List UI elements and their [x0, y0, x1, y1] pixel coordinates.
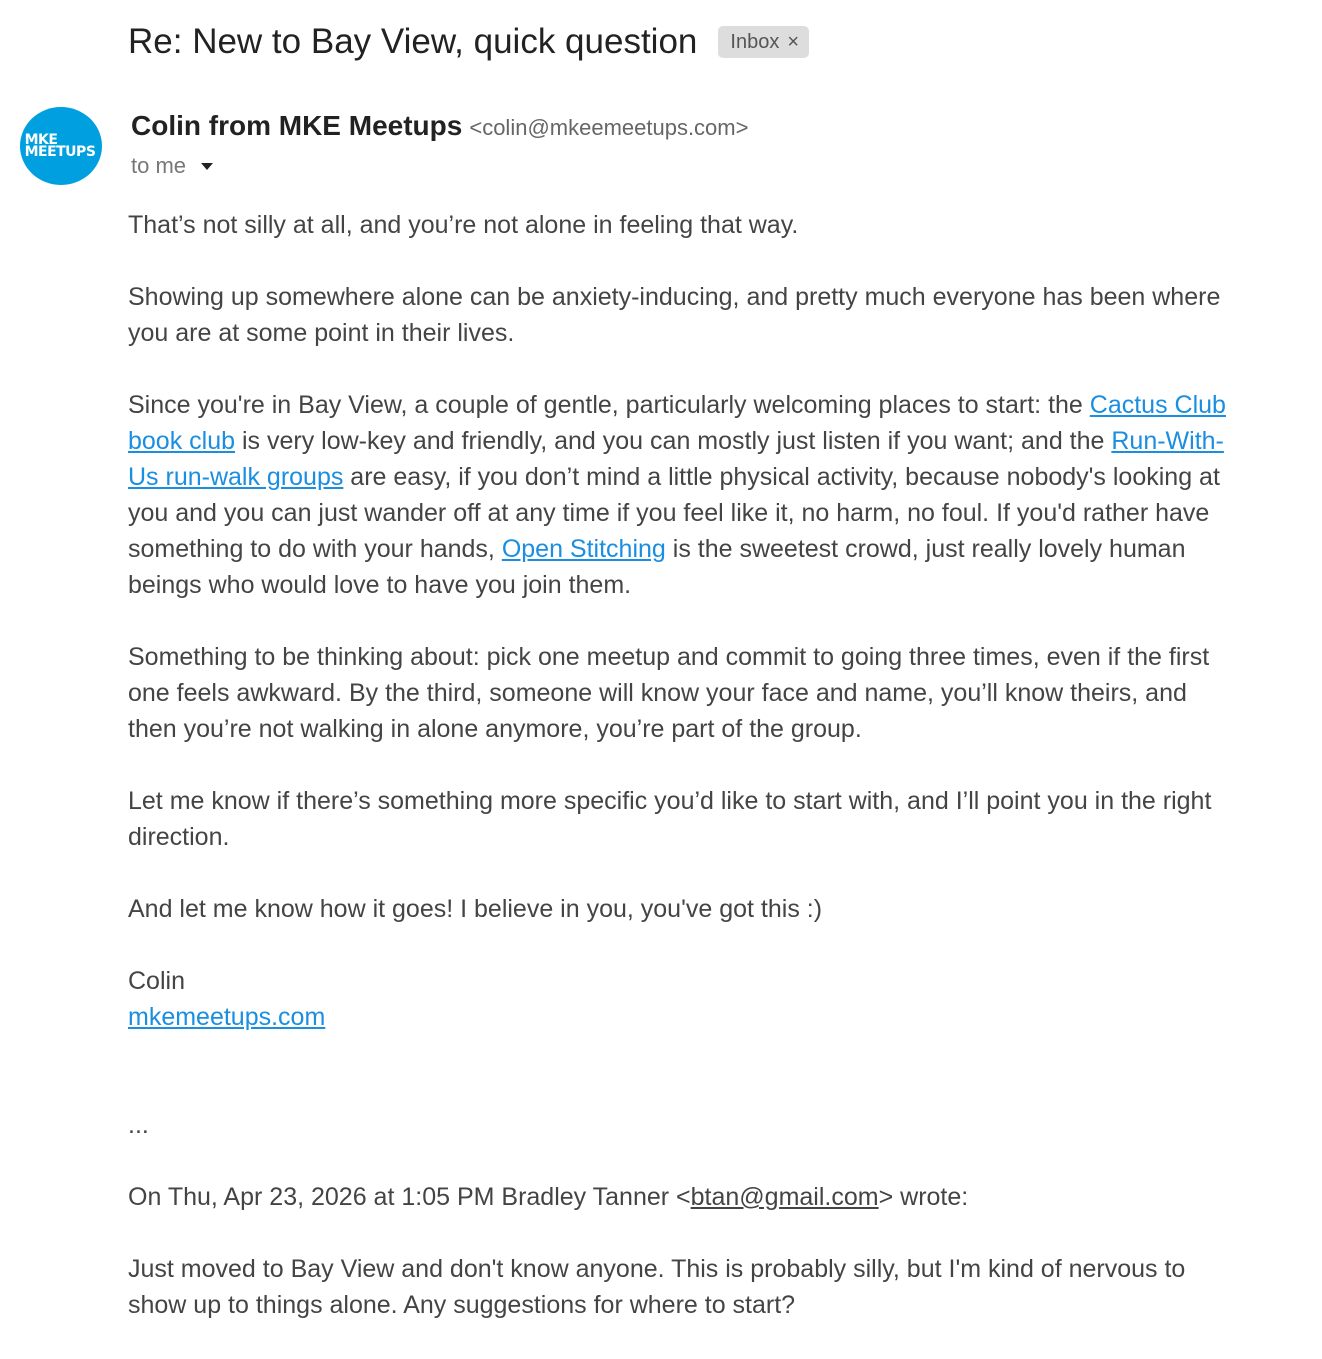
email-subject: Re: New to Bay View, quick question: [128, 22, 698, 61]
inbox-label-chip[interactable]: [718, 26, 809, 58]
body-paragraph: Let me know if there’s something more specific you’d like to start with, and I’ll point you in the right direction.: [128, 787, 1212, 851]
spacer: [128, 1071, 1238, 1107]
sender-info: [131, 110, 748, 142]
website-link[interactable]: mkemeetups.com: [128, 1003, 326, 1031]
remove-label-icon[interactable]: ×: [787, 30, 800, 53]
recipient-label: to me: [131, 153, 187, 178]
paragraph-text: is very low-key and friendly, and you can mostly just listen if you want; and the: [235, 427, 1112, 455]
quoted-message: Just moved to Bay View and don't know anyone. This is probably silly, but I'm kind of nervous to show up to things alone. Any suggestions for where to start?: [128, 1255, 1186, 1319]
body-paragraph: Showing up somewhere alone can be anxiety-inducing, and pretty much everyone has been where you are at some point in their lives.: [128, 283, 1221, 347]
open-stitching-link[interactable]: Open Stitching: [501, 535, 666, 563]
sender-name: Colin from MKE Meetups: [131, 110, 463, 141]
quote-header-text: > wrote:: [878, 1183, 969, 1211]
body-paragraph: Something to be thinking about: pick one meetup and commit to going three times, even if the first one feels awkward. By the third, someone will know your face and name, you’ll know theirs, and then you’re not walking in alone anymore, you’re part of the group.: [128, 643, 1210, 743]
email-body: [128, 207, 1238, 1359]
body-paragraph: That’s not silly at all, and you’re not alone in feeling that way.: [128, 211, 799, 239]
paragraph-text: is the sweetest crowd, just really lovely human beings who would love to have you join them.: [128, 535, 1186, 599]
email-header: [128, 16, 809, 68]
avatar-logo-text: MKE MEETUPS: [24, 132, 96, 160]
quote-header-text: On Thu, Apr 23, 2026 at 1:05 PM Bradley Tanner <: [128, 1183, 691, 1211]
paragraph-text: are easy, if you don’t mind a little physical activity, because nobody's looking at you and you can just wander off at any time if you feel like it, no harm, no foul. If you'd rather have something to do with your hands,: [128, 463, 1220, 563]
paragraph-text: Since you're in Bay View, a couple of gentle, particularly welcoming places to start: the: [128, 391, 1090, 419]
body-paragraph: And let me know how it goes! I believe in you, you've got this :): [128, 895, 823, 923]
quoted-sender-email-link[interactable]: btan@gmail.com: [690, 1183, 879, 1211]
show-details-caret-icon[interactable]: [201, 163, 213, 170]
run-with-us-link[interactable]: Run-With-Us run-walk groups: [128, 427, 1224, 491]
inbox-label-text: Inbox: [730, 30, 780, 53]
sender-avatar: [20, 107, 102, 185]
recipient-row: [131, 153, 213, 179]
signature-link-row: [128, 999, 1238, 1035]
signature-name: Colin: [128, 967, 185, 995]
trimmed-content-toggle[interactable]: ...: [128, 1111, 149, 1139]
sender-email: <colin@mkeemeetups.com>: [469, 115, 749, 140]
quote-header: [128, 1179, 1238, 1215]
body-paragraph: [128, 387, 1238, 603]
cactus-club-book-club-link[interactable]: Cactus Club book club: [128, 391, 1226, 455]
